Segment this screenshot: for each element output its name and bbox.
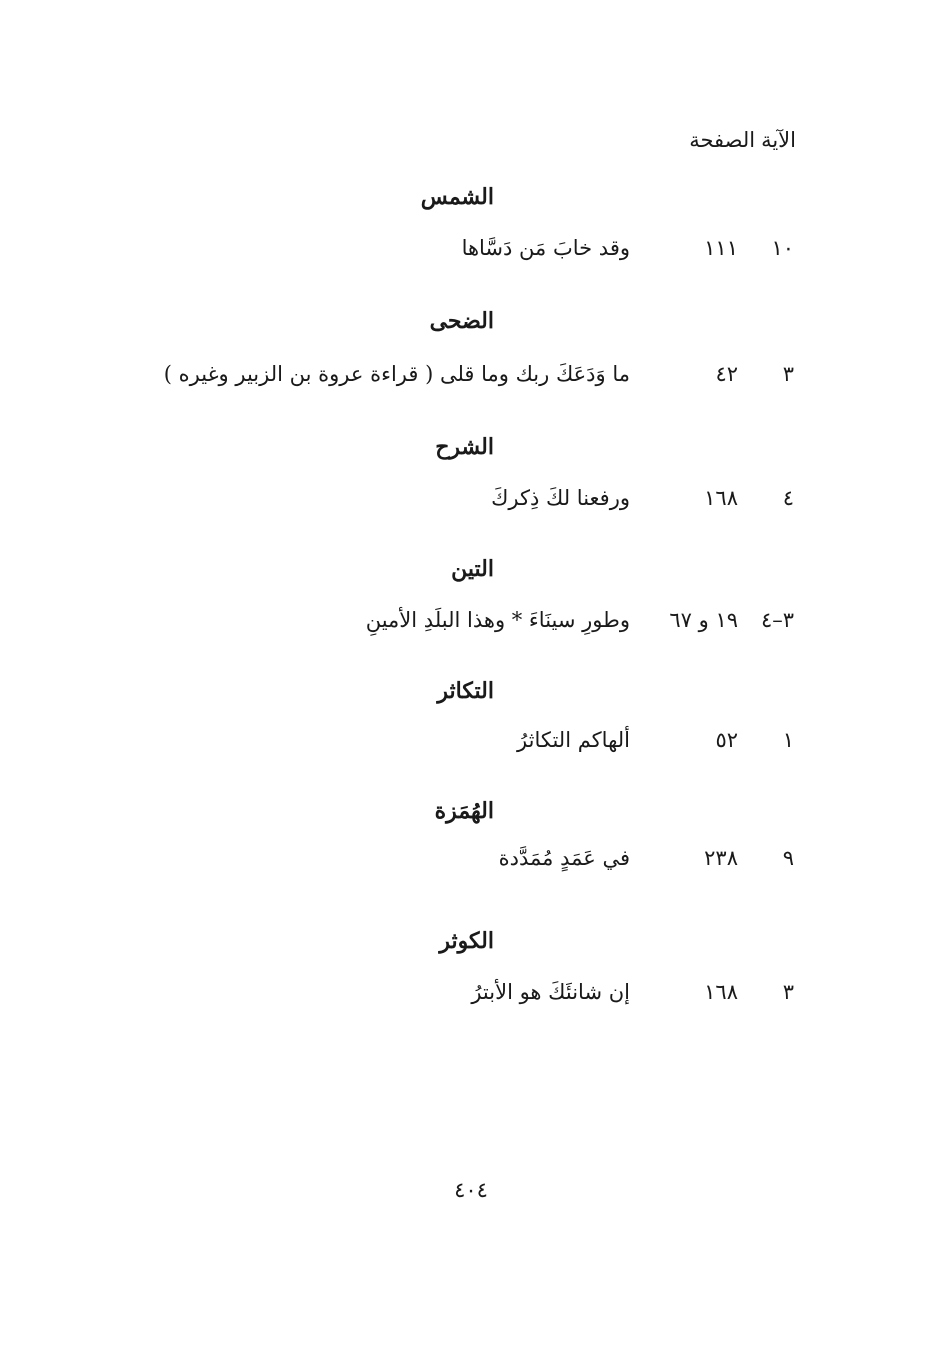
ayah-number: ٤ bbox=[782, 486, 794, 510]
ayah-number: ١٠ bbox=[771, 236, 794, 260]
surah-heading: التين bbox=[451, 556, 494, 582]
ayah-number: ٣ bbox=[782, 362, 794, 386]
verse-text: وطورِ سينَاءَ * وهذا البلَدِ الأمينِ bbox=[365, 608, 630, 632]
page-number: ٤٠٤ bbox=[454, 1178, 488, 1202]
index-row bbox=[0, 236, 942, 270]
index-row bbox=[0, 362, 942, 396]
index-row bbox=[0, 608, 942, 642]
surah-heading: الشمس bbox=[420, 184, 494, 210]
surah-heading: الضحى bbox=[429, 308, 494, 334]
page-reference: ٢٣٨ bbox=[704, 846, 738, 870]
index-row bbox=[0, 728, 942, 762]
surah-heading: الهُمَزة bbox=[434, 798, 494, 824]
surah-heading: الكوثر bbox=[439, 928, 494, 954]
page-reference: ٥٢ bbox=[715, 728, 738, 752]
ayah-number: ٣–٤ bbox=[760, 608, 794, 632]
verse-text: ألهاكم التكاثرُ bbox=[517, 728, 630, 752]
page-reference: ١٦٨ bbox=[704, 486, 738, 510]
column-header bbox=[683, 128, 796, 152]
page-reference: ١٦٨ bbox=[704, 980, 738, 1004]
verse-text: في عَمَدٍ مُمَدَّدة bbox=[498, 846, 630, 870]
page-reference: ٤٢ bbox=[715, 362, 738, 386]
ayah-number: ١ bbox=[782, 728, 794, 752]
ayah-number: ٣ bbox=[782, 980, 794, 1004]
index-row bbox=[0, 980, 942, 1014]
page-column-label: الصفحة bbox=[689, 128, 756, 152]
surah-heading: التكاثر bbox=[437, 678, 494, 704]
index-row bbox=[0, 846, 942, 880]
page-reference: ١٩ و ٦٧ bbox=[669, 608, 738, 632]
ayah-column-label: الآية bbox=[761, 128, 796, 152]
verse-text: ما وَدَعَكَ ربك وما قلى ( قراءة عروة بن الزبير وغيره ) bbox=[163, 362, 630, 386]
surah-heading: الشرح bbox=[435, 434, 494, 460]
page-reference: ١١١ bbox=[704, 236, 738, 260]
verse-text: وقد خابَ مَن دَسَّاها bbox=[461, 236, 630, 260]
index-row bbox=[0, 486, 942, 520]
verse-text: ورفعنا لكَ ذِكركَ bbox=[491, 486, 630, 510]
ayah-number: ٩ bbox=[782, 846, 794, 870]
verse-text: إن شانئَكَ هو الأبترُ bbox=[471, 980, 630, 1004]
